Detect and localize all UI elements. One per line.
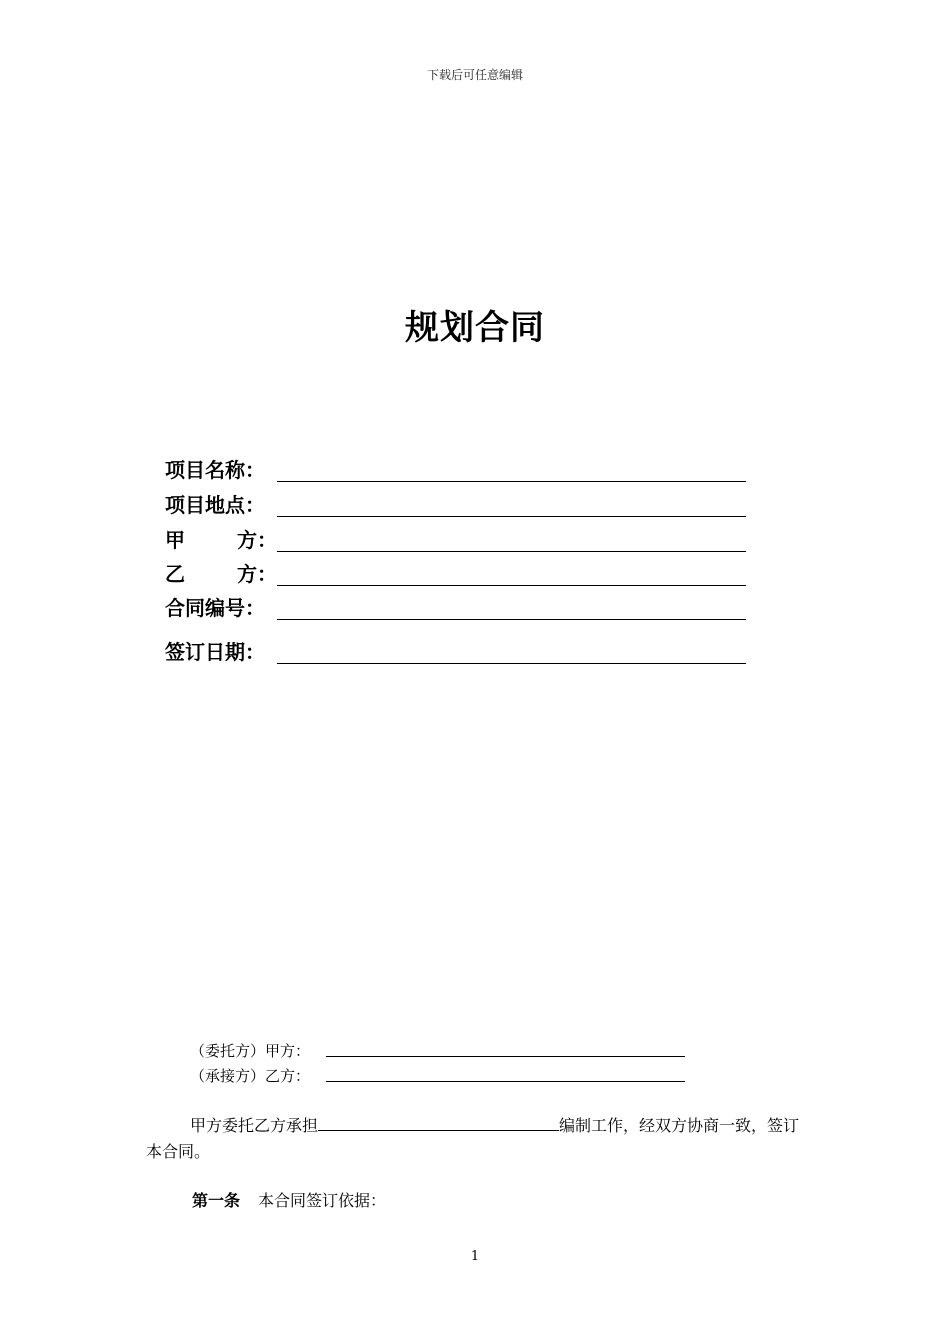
fill-in-line[interactable] — [277, 516, 746, 517]
fill-in-line[interactable] — [277, 481, 746, 482]
field-party-b — [165, 558, 277, 588]
article-number: 第一条 — [192, 1191, 241, 1210]
field-signing-date — [165, 636, 277, 666]
label-part: 乙 — [165, 562, 185, 586]
fill-in-line[interactable] — [326, 1056, 685, 1057]
fill-in-line[interactable] — [277, 551, 746, 552]
intro-text-after: 编制工作，经双方协商一致，签订本合同。 — [146, 1116, 800, 1161]
intro-paragraph — [146, 1112, 806, 1165]
article-1 — [192, 1188, 386, 1211]
field-party-a — [165, 524, 277, 554]
party-label: （承接方）乙方： — [190, 1067, 311, 1085]
document-title: 规划合同 — [405, 308, 545, 348]
fill-in-line[interactable] — [277, 619, 746, 620]
field-contract-number — [165, 592, 277, 622]
fill-in-line[interactable] — [326, 1081, 685, 1082]
field-label: 项目地点： — [165, 493, 265, 517]
label-part: 方： — [237, 528, 277, 552]
article-text: 本合同签订依据： — [258, 1191, 387, 1210]
field-label: 合同编号： — [165, 596, 265, 620]
field-label — [165, 560, 277, 588]
party-client-row — [190, 1039, 685, 1061]
field-project-name — [165, 454, 277, 484]
party-contractor-row — [190, 1064, 685, 1086]
field-label — [165, 526, 277, 554]
page-number: 1 — [470, 1249, 480, 1264]
fill-in-line[interactable] — [277, 663, 746, 664]
header-note: 下载后可任意编辑 — [426, 68, 523, 82]
field-project-location — [165, 489, 277, 519]
field-label: 项目名称： — [165, 458, 265, 482]
field-label: 签订日期： — [165, 640, 265, 664]
fill-in-line[interactable] — [318, 1112, 559, 1131]
label-part: 甲 — [165, 528, 185, 552]
intro-text-before: 甲方委托乙方承担 — [190, 1116, 319, 1135]
label-part: 方： — [237, 562, 277, 586]
fill-in-line[interactable] — [277, 585, 746, 586]
party-label: （委托方）甲方： — [190, 1042, 311, 1060]
